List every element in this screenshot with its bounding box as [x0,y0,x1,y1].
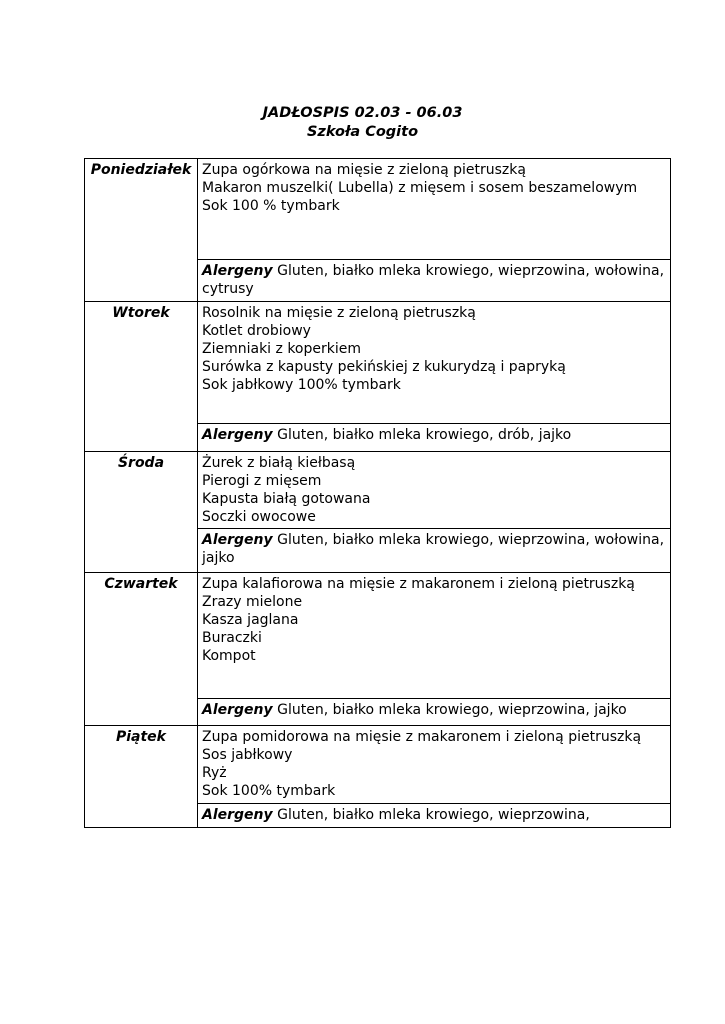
page-title: JADŁOSPIS 02.03 - 06.03 [262,105,463,121]
dish-item: Surówka z kapusty pekińskiej z kukurydzą i papryką [202,359,566,375]
dish-item: Sos jabłkowy [202,747,293,763]
dish-item: Kapusta białą gotowana [202,491,371,507]
day-name-monday: Poniedziałek [85,159,198,302]
dishes-cell-thursday [198,573,671,699]
allergen-label: Alergeny [202,807,273,823]
allergen-label: Alergeny [202,263,273,279]
dish-item: Ziemniaki z koperkiem [202,341,361,357]
day-name-friday: Piątek [85,726,198,828]
dish-item: Kompot [202,648,256,664]
dishes-cell-monday [198,159,671,260]
day-name-tuesday: Wtorek [85,302,198,452]
dish-item: Makaron muszelki( Lubella) z mięsem i sosem beszamelowym [202,180,638,196]
day-row-thursday [85,573,671,699]
allergen-label: Alergeny [202,427,273,443]
dish-item: Pierogi z mięsem [202,473,322,489]
allergen-label: Alergeny [202,532,273,548]
day-row-friday [85,726,671,804]
allergen-list: Gluten, białko mleka krowiego, drób, jajko [277,427,572,443]
dish-item: Sok 100% tymbark [202,783,336,799]
allergens-cell-friday [198,804,671,828]
dish-item: Sok jabłkowy 100% tymbark [202,377,401,393]
allergens-cell-wednesday [198,529,671,573]
page-header [0,104,725,142]
day-row-wednesday [85,452,671,529]
allergens-cell-thursday [198,699,671,726]
dish-item: Sok 100 % tymbark [202,198,340,214]
dishes-cell-wednesday [198,452,671,529]
day-name-wednesday: Środa [85,452,198,573]
allergen-list: Gluten, białko mleka krowiego, wieprzowina, jajko [277,702,627,718]
dish-item: Kotlet drobiowy [202,323,311,339]
dish-item: Zrazy mielone [202,594,303,610]
allergens-cell-tuesday [198,424,671,452]
dishes-cell-friday [198,726,671,804]
dish-item: Buraczki [202,630,262,646]
day-name-thursday: Czwartek [85,573,198,726]
dish-item: Zupa pomidorowa na mięsie z makaronem i zieloną pietruszką [202,729,642,745]
page-subtitle: Szkoła Cogito [306,124,419,140]
allergen-list: Gluten, białko mleka krowiego, wieprzowina, [277,807,590,823]
dish-item: Zupa ogórkowa na mięsie z zieloną pietruszką [202,162,526,178]
day-row-tuesday [85,302,671,424]
dish-item: Kasza jaglana [202,612,299,628]
day-row-monday [85,159,671,260]
dish-item: Soczki owocowe [202,509,316,525]
allergen-list: Gluten, białko mleka krowiego, wieprzowina, wołowina, cytrusy [202,263,665,297]
dish-item: Ryż [202,765,227,781]
dish-item: Zupa kalafiorowa na mięsie z makaronem i zieloną pietruszką [202,576,635,592]
dish-item: Żurek z białą kiełbasą [202,455,356,471]
allergen-label: Alergeny [202,702,273,718]
allergen-list: Gluten, białko mleka krowiego, wieprzowina, wołowina, jajko [202,532,665,566]
menu-table [84,158,671,828]
dish-item: Rosolnik na mięsie z zieloną pietruszką [202,305,476,321]
allergens-cell-monday [198,260,671,302]
dishes-cell-tuesday [198,302,671,424]
